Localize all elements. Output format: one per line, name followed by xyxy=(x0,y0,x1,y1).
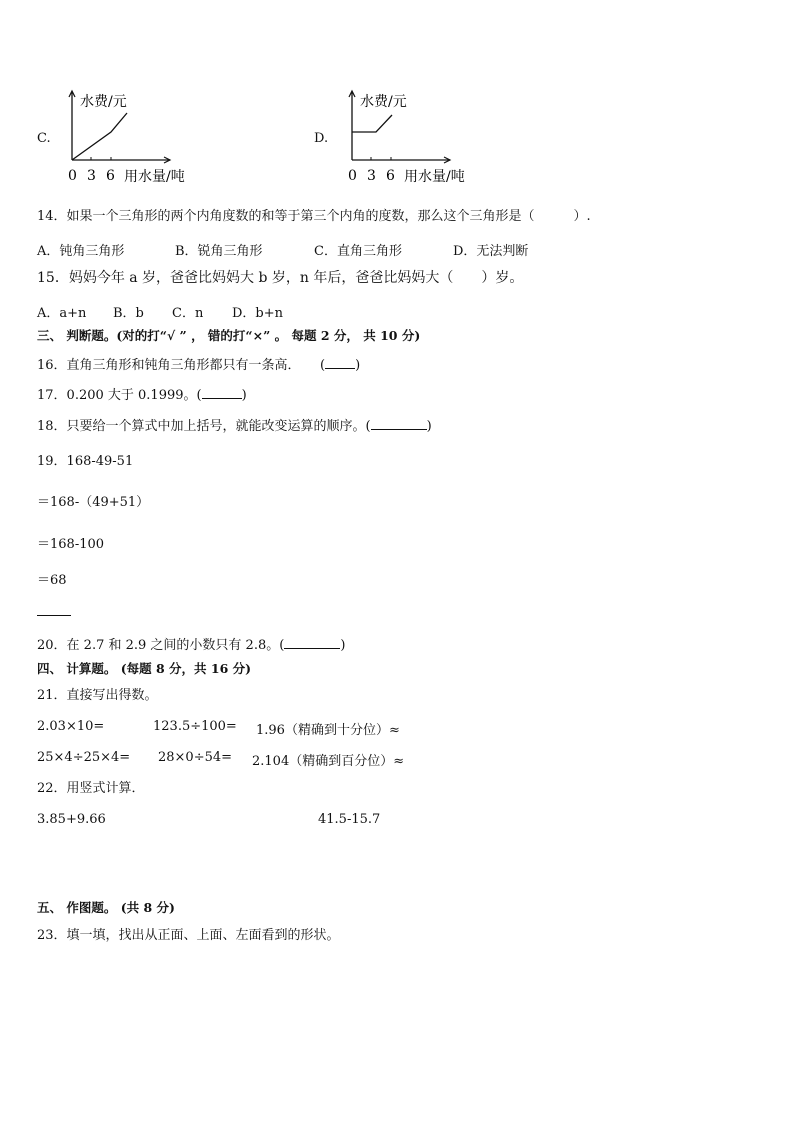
graph-d-tick-label-6: 6 xyxy=(386,168,395,184)
graph-d-tick-label-0: 0 xyxy=(348,168,357,184)
question-23: 23．填一填，找出从正面、上面、左面看到的形状。 xyxy=(37,928,340,943)
q20-answer-blank[interactable] xyxy=(284,636,340,649)
q15-option-d: D．b+n xyxy=(232,306,284,321)
q16-close: ) xyxy=(355,358,361,373)
q20-text: 20．在 2.7 和 2.9 之间的小数只有 2.8。( xyxy=(37,638,285,653)
q18-text: 18．只要给一个算式中加上括号，就能改变运算的顺序。( xyxy=(37,419,371,434)
graph-c-line xyxy=(72,113,127,160)
graph-c-tick-label-0: 0 xyxy=(68,168,77,184)
q14-option-a: A．钝角三角形 xyxy=(37,244,125,259)
q15-option-a: A．a+n xyxy=(37,306,87,321)
q19-line-4: ＝68 xyxy=(37,573,67,588)
question-22: 22．用竖式计算． xyxy=(37,781,145,796)
section-4-title: 四、 计算题。 (每题 8 分，共 16 分) xyxy=(37,661,252,676)
option-d-label: D. xyxy=(314,131,329,146)
q21-r2-c3: 2.104（精确到百分位）≈ xyxy=(252,754,405,769)
graph-c-tick-label-6: 6 xyxy=(106,168,115,184)
graph-c-ylabel: 水费/元 xyxy=(80,94,127,110)
q21-r2-c1: 25×4÷25×4= xyxy=(37,750,131,765)
graph-c-tick-label-3: 3 xyxy=(87,168,96,184)
q15-option-b: B．b xyxy=(113,306,144,321)
question-16 xyxy=(37,356,360,374)
q20-close: ) xyxy=(340,638,346,653)
question-14: 14．如果一个三角形的两个内角度数的和等于第三个内角的度数，那么这个三角形是（ ）. xyxy=(37,209,591,224)
question-20 xyxy=(37,636,345,654)
q18-answer-blank[interactable] xyxy=(371,417,427,430)
q19-answer-blank[interactable] xyxy=(37,615,71,616)
question-18 xyxy=(37,417,432,435)
q17-text: 17．0.200 大于 0.1999。( xyxy=(37,388,202,403)
section-5-title: 五、 作图题。 (共 8 分) xyxy=(37,900,175,915)
question-17 xyxy=(37,386,247,404)
graph-d-xlabel: 用水量/吨 xyxy=(404,169,465,185)
graph-d-ylabel: 水费/元 xyxy=(360,94,407,110)
graph-d-line xyxy=(352,115,392,132)
q19-line-1: 19．168-49-51 xyxy=(37,454,134,469)
q17-answer-blank[interactable] xyxy=(202,386,242,399)
option-c-label: C. xyxy=(37,131,51,146)
q17-close: ) xyxy=(241,388,247,403)
q21-r1-c2: 123.5÷100= xyxy=(153,719,237,734)
q14-option-b: B．锐角三角形 xyxy=(175,244,263,259)
q21-r1-c1: 2.03×10= xyxy=(37,719,105,734)
q14-option-d: D．无法判断 xyxy=(453,244,529,259)
q15-option-c: C．n xyxy=(172,306,204,321)
q22-item-2: 41.5-15.7 xyxy=(318,812,381,827)
graph-c xyxy=(60,86,220,190)
section-3-title: 三、 判断题。(对的打“√ ” ， 错的打“×” 。 每题 2 分， 共 10 分) xyxy=(37,328,421,343)
q21-r2-c2: 28×0÷54= xyxy=(158,750,233,765)
q22-item-1: 3.85+9.66 xyxy=(37,812,106,827)
q18-close: ) xyxy=(426,419,432,434)
graph-c-xlabel: 用水量/吨 xyxy=(124,169,185,185)
question-21: 21．直接写出得数。 xyxy=(37,688,158,703)
graph-d xyxy=(340,86,500,190)
q19-line-3: ＝168-100 xyxy=(37,537,105,552)
graph-d-tick-label-3: 3 xyxy=(367,168,376,184)
q21-r1-c3: 1.96（精确到十分位）≈ xyxy=(256,723,400,738)
question-15: 15．妈妈今年 a 岁，爸爸比妈妈大 b 岁，n 年后，爸爸比妈妈大（ ）岁。 xyxy=(37,270,524,286)
q19-line-2: ＝168-（49+51） xyxy=(37,495,150,510)
q14-option-c: C．直角三角形 xyxy=(314,244,402,259)
q16-answer-blank[interactable] xyxy=(325,356,355,369)
q16-text: 16．直角三角形和钝角三角形都只有一条高． ( xyxy=(37,358,326,373)
